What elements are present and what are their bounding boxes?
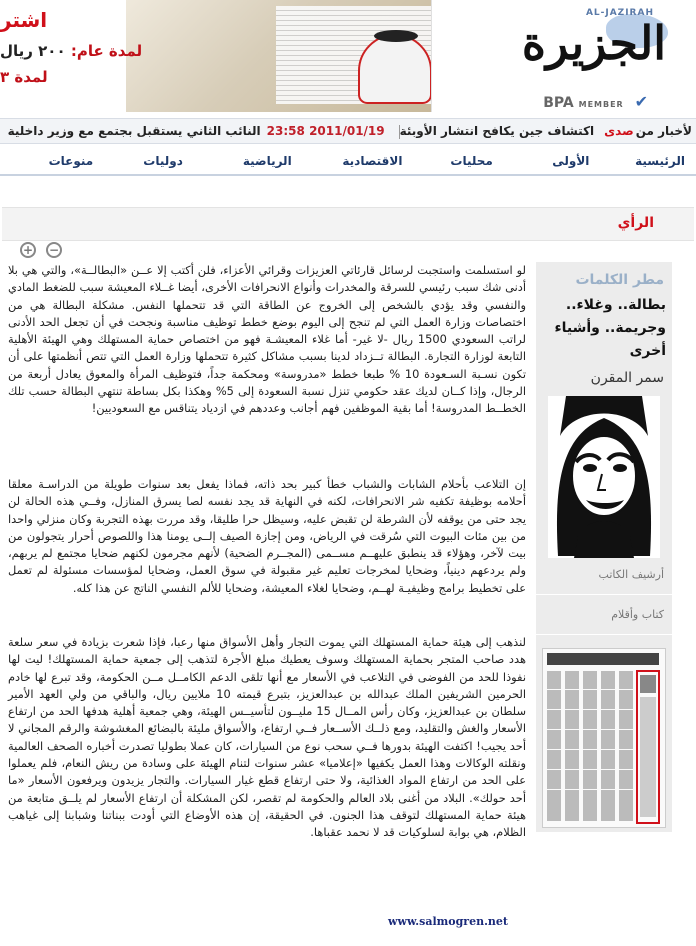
checkmark-icon: ✔	[634, 92, 648, 111]
writers-link[interactable]: كتاب وأقلام	[611, 608, 664, 621]
ad-headline: اشتر	[0, 8, 48, 32]
article-paragraph: إن التلاعب بأحلام الشابات والشباب خطأ كبير بحد ذاته، فماذا يفعل بعد سنوات طويلة من الدراسـة معلقا أحلامه بوظيفة تكفيه شر الانحرافات، لكنه في النهاية قد يجد نفسه لصا يسرق المنازل، وفــي هذه الحالة لن يجد حتى من يوقفه لأن الشرطة لن تقبض عليه، وسيظل حرا طليقا، وقد مررت بهذه التجربة وكان منزلي واحدا من بين مئات البيوت التي سُرقت في الرياض، ومن إجازة الصيف إلــى يومنا هذا واللصوص أحرار يتجولون من بيت لآخر، وهؤلاء قد ينطبق عليهــم مســمى (المجــرم الضحية) لأنهم مجرمون لكنهم ضحايا مجتمع لم يربهم، ولم يردعهم دينياً، وضحايا لمخرجات تعليم غير مقبولة في سوق العمل، وضحايا لمؤسسات مسئولة لم تعمل على تخطيط برامج وظيفيـة لهــم، وضحايا لغلاء المعيشة، وضحايا للألم النفسي الناتج عن هذا كله.	[8, 477, 526, 595]
section-title: الرأي	[617, 215, 654, 231]
column-name: مطر الكلمات	[575, 272, 664, 288]
ad-offer-other: لمدة ٣	[0, 68, 48, 86]
ticker-source-label: لأخبار من	[635, 124, 692, 138]
ticker-item[interactable]: اكتشاف جين يكافح انتشار الأوبئة	[399, 124, 595, 138]
sidebar-divider	[536, 594, 672, 595]
ticker-item[interactable]: النائب الثاني يستقبل بجتمع مع وزير داخلية	[7, 124, 261, 138]
ad-offer-year-price: ٢٠٠ ريال	[0, 42, 66, 60]
nav-item-sports[interactable]: الرياضية	[242, 154, 292, 168]
author-website-link[interactable]: www.salmogren.net	[388, 915, 508, 928]
logo-english: AL-JAZIRAH	[585, 8, 654, 18]
nav-item-economy[interactable]: الاقتصادية	[342, 154, 403, 168]
print-page-thumbnail[interactable]	[542, 648, 666, 828]
author-sidebar	[536, 262, 672, 832]
bpa-member-badge	[543, 92, 648, 111]
reader-figure	[358, 34, 432, 104]
ticker-source-brand[interactable]: صدى	[604, 124, 634, 138]
ad-offer-year	[0, 42, 142, 60]
sidebar-divider	[536, 634, 672, 635]
ticker-timestamp	[261, 119, 391, 143]
main-nav	[0, 146, 696, 176]
site-logo[interactable]: الجزيرة	[521, 16, 666, 70]
nav-item-home[interactable]: الرئيسية	[635, 154, 685, 168]
bpa-label: BPA	[543, 95, 574, 111]
article-paragraph: لو استسلمت واستجبت لرسائل قارئاتي العزيزات وقرائي الأعزاء، فلن أكتب إلا عــن «البطالــة»، والتي هي بلا أدنى شك سبب رئيسي للسرقة والمخدرات وأنواع الانحرافات الأخرى، أيضا غــلاء المعيشة سبب للضغط المادي والنفسي وقد يؤدي بالشخص إلى الخروج عن الطاقة التي قد تتحملها النفس. مشكلة البطالة هي من اختصاصات وزارة العمل التي لم تنجح إلى اليوم بوضع خطط توظيف مناسبة ونجحت في أن تجعل الحد الأدنى لراتب السعودي 1500 ريال -لا غير- أما غلاء المعيشـة فهو من اختصاص حماية المستهلك وهي الهيئة الأهلية التابعة لوزارة التجارة. البطالة تــزداد لدينا بسبب مشاكل كثيرة تتحملها وزارة العمل التي تتص أنظمتها على أن تكون نسـبة السـعودة 10 % طبعا خطط «مدروسة» ومحكمة جداً، فتوظيف المرأة والمعوق يعادل أربعة من الرجال، وإذا كــان لديك عقد حكومي تنزل نسبة السعودة إلى 5% وهكذا بكل بساطة تنتهي البطالة حسب تلك الخطــط المدروسة! أما بقية الموظفين فهم أجانب وعددهم في ازدياد يتناقس مع السعوديين!	[8, 263, 526, 416]
nav-item-international[interactable]: دوليات	[143, 154, 183, 168]
ticker-time: 23:58	[266, 124, 305, 138]
zoom-in-icon[interactable]: +	[20, 242, 36, 258]
author-portrait	[548, 396, 660, 558]
section-header	[2, 207, 694, 241]
text-zoom-controls	[20, 242, 68, 260]
news-ticker	[0, 118, 696, 144]
reader-agal	[374, 30, 418, 42]
article-paragraph: لنذهب إلى هيئة حماية المستهلك التي يموت التجار وأهل الأسواق منها رعبا، فإذا شعرت بزيادة في سعر سلعة هدد صاحب المتجر بحماية المستهلك وسوف يعطيك مبلغ الأجرة لتذهب إلى جمعية حماية المستهلك! ليت لها نفوذا للحد من الفوضى في التلاعب في الأسعار مع أنها تلقى الدعم الكامــل مــن الحكومة، وقد تبرع لها خادم الحرمين الشريفين الملك عبدالله بن عبدالعزيز، بتبرع قيمته 10 ملايين ريال، والباقي من ولي العهد الأمير سلطان بن عبدالعزيز، وكان رأس المــال 15 مليــون لتأسيــس الهيئة، وهي جمعية أهلية هدفها الحد من ارتفاع الأسعار والغش والتقليد، ومع ذلــك الأســعار فــي ارتفاع، والأسواق مليئة بالبضائع المغشوشة والرقم المجاني لا أحد يجيب! اكتفت الهيئة بدورها فــي سحب نوع من السيارات، كان عملا بطوليا تصدرت أخباره الصحف العالمية ونقلته الوكالات وهذا العمل يكفيها «إعلاميا» عشر سنوات لتنام الهيئة على وسادة من ريش النعام، فلم يعملوا على الحد من ارتفاع المواد الغذائية، ولا حتى ارتفاع قطع غيار السيارات. والتجار يزيدون ويرفعون الأسعار «ما أحد حولك». البلاد من أغنى بلاد العالم والحكومة لم تقصر، لكن المشكلة أن ارتفاع الأسعار لم يلــق متابعة من هيئة حماية المستهلك لتوقف هذا الجنون. في الحقيقة، إن هذه الأوضاع التي أودت ببناتنا وشبابنا إلى غياهب الظلام، هي بوابة لسلوكيات قد لا نحمد عقباها.	[8, 635, 526, 840]
zoom-out-icon[interactable]: −	[46, 242, 62, 258]
bpa-member-label: MEMBER	[578, 100, 624, 109]
nav-item-local[interactable]: محليات	[450, 154, 493, 168]
nav-item-misc[interactable]: منوعات	[48, 154, 94, 168]
author-name[interactable]: سمر المقرن	[590, 370, 664, 386]
nav-item-front-page[interactable]: الأولى	[552, 154, 590, 168]
site-header	[0, 0, 696, 118]
ticker-date: 2011/01/19	[309, 124, 385, 138]
ad-photo	[126, 0, 432, 112]
author-archive-link[interactable]: أرشيف الكاتب	[598, 568, 664, 581]
article-title: بطالة.. وغلاء.. وجريمة.. وأشياء أخرى	[554, 297, 666, 359]
ad-offer-year-label: لمدة عام:	[70, 42, 143, 60]
subscription-ad-banner[interactable]	[0, 0, 432, 112]
